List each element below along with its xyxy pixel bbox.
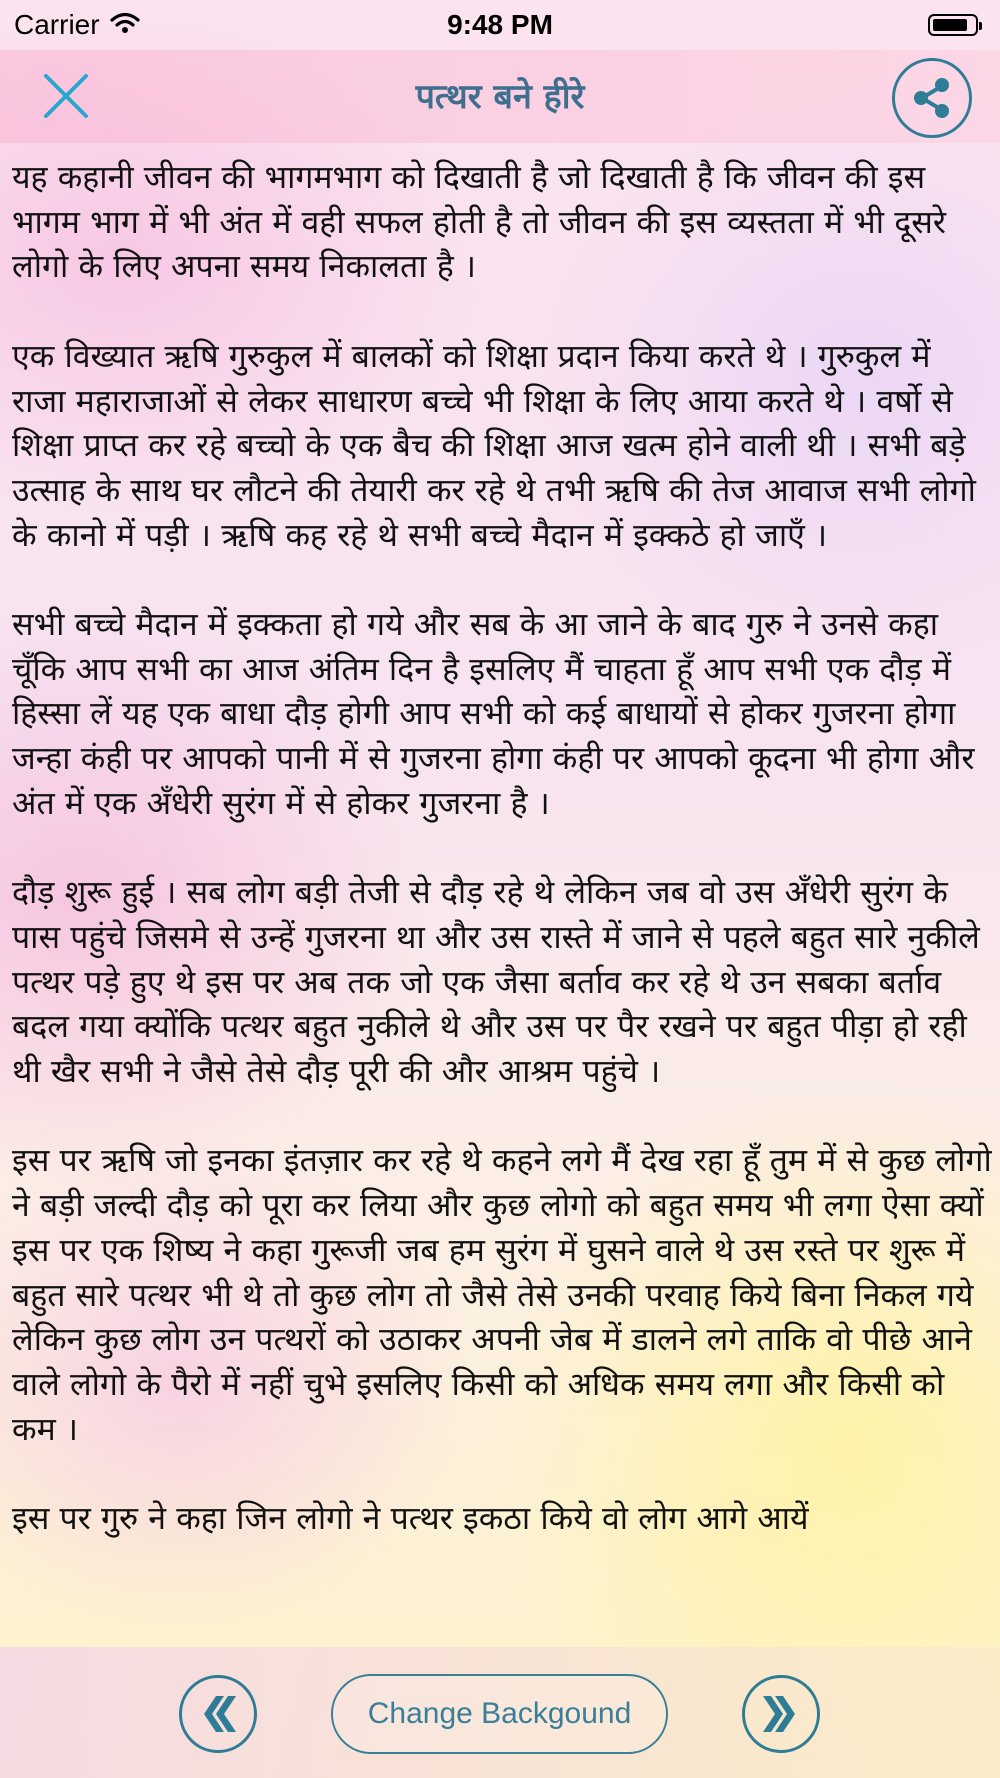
status-bar: [0, 0, 1000, 50]
story-text[interactable]: [12, 155, 992, 1647]
story-paragraph: सभी बच्चे मैदान में इक्कता हो गये और सब के आ जाने के बाद गुरु ने उनसे कहा चूँकि आप सभी का आज अंतिम दिन है इसलिए मैं चाहता हूँ आप सभी एक दौड़ में हिस्सा लें यह एक बाधा दौड़ होगी आप सभी को कई बाधायों से होकर गुजरना होगा जन्हा कंही पर आपको पानी में से गुजरना होगा कंही पर आपको कूदना भी होगा और अंत में एक अँधेरी सुरंग में से होकर गुजरना है ।: [12, 605, 975, 822]
double-chevron-left-icon: [194, 1690, 242, 1738]
story-paragraph: इस पर ऋषि जो इनका इंतज़ार कर रहे थे कहने लगे मैं देख रहा हूँ तुम में से कुछ लोगो ने बड़ी जल्दी दौड़ को पूरा कर लिया और कुछ लोगो को बहुत समय भी लगा ऐसा क्यों इस पर एक शिष्य ने कहा गुरूजी जब हम सुरंग में घुसने वाले थे उस रस्ते पर शुरू में बहुत सारे पत्थर भी थे तो कुछ लोग तो जैसे तेसे उनकी परवाह किये बिना निकल गये लेकिन कुछ लोग उन पत्थरों को उठाकर अपनी जेब में डालने लगे ताकि वो पीछे आने वाले लोगो के पैरो में नहीं चुभे इसलिए किसी को अधिक समय लगा और किसी को कम ।: [12, 1141, 992, 1448]
previous-story-button[interactable]: [179, 1675, 257, 1753]
close-button[interactable]: [38, 68, 94, 124]
story-paragraph: इस पर गुरु ने कहा जिन लोगो ने पत्थर इकठा किये वो लोग आगे आयें: [12, 1499, 809, 1538]
next-story-button[interactable]: [742, 1675, 820, 1753]
bottom-toolbar: [0, 1647, 1000, 1778]
carrier-label: Carrier: [14, 9, 100, 40]
status-time: 9:48 PM: [447, 9, 553, 40]
share-button[interactable]: [892, 58, 972, 138]
double-chevron-right-icon: [757, 1690, 805, 1738]
share-icon: [908, 74, 956, 122]
battery-icon: [928, 14, 978, 36]
close-icon: [38, 68, 94, 124]
story-paragraph: एक विख्यात ऋषि गुरुकुल में बालकों को शिक्षा प्रदान किया करते थे । गुरुकुल में राजा महाराजाओं से लेकर साधारण बच्चे भी शिक्षा के लिए आया करते थे । वर्षो से शिक्षा प्राप्त कर रहे बच्चो के एक बैच की शिक्षा आज खत्म होने वाली थी । सभी बड़े उत्साह के साथ घर लौटने की तेयारी कर रहे थे तभी ऋषि की तेज आवाज सभी लोगो के कानो में पड़ी । ऋषि कह रहे थे सभी बच्चे मैदान में इक्कठे हो जाएँ ।: [12, 336, 976, 554]
page-title: पत्थर बने हीरे: [415, 77, 585, 117]
story-paragraph: दौड़ शुरू हुई । सब लोग बड़ी तेजी से दौड़ रहे थे लेकिन जब वो उस अँधेरी सुरंग के पास पहुंचे जिसमे से उन्हें गुजरना था और उस रास्ते में जाने से पहले बहुत सारे नुकीले पत्थर पड़े हुए थे इस पर अब तक जो एक जैसा बर्ताव कर रहे थे उन सबका बर्ताव बदल गया क्योंकि पत्थर बहुत नुकीले थे और उस पर पैर रखने पर बहुत पीड़ा हो रही थी खैर सभी ने जैसे तेसे दौड़ पूरी की और आश्रम पहुंचे ।: [12, 873, 980, 1091]
change-background-button[interactable]: Change Backgound: [331, 1674, 668, 1754]
nav-bar: [0, 50, 1000, 143]
story-paragraph: यह कहानी जीवन की भागमभाग को दिखाती है जो दिखाती है कि जीवन की इस भागम भाग में भी अंत में वही सफल होती है तो जीवन की इस व्यस्तता में भी दूसरे लोगो के लिए अपना समय निकालता है ।: [12, 158, 946, 286]
